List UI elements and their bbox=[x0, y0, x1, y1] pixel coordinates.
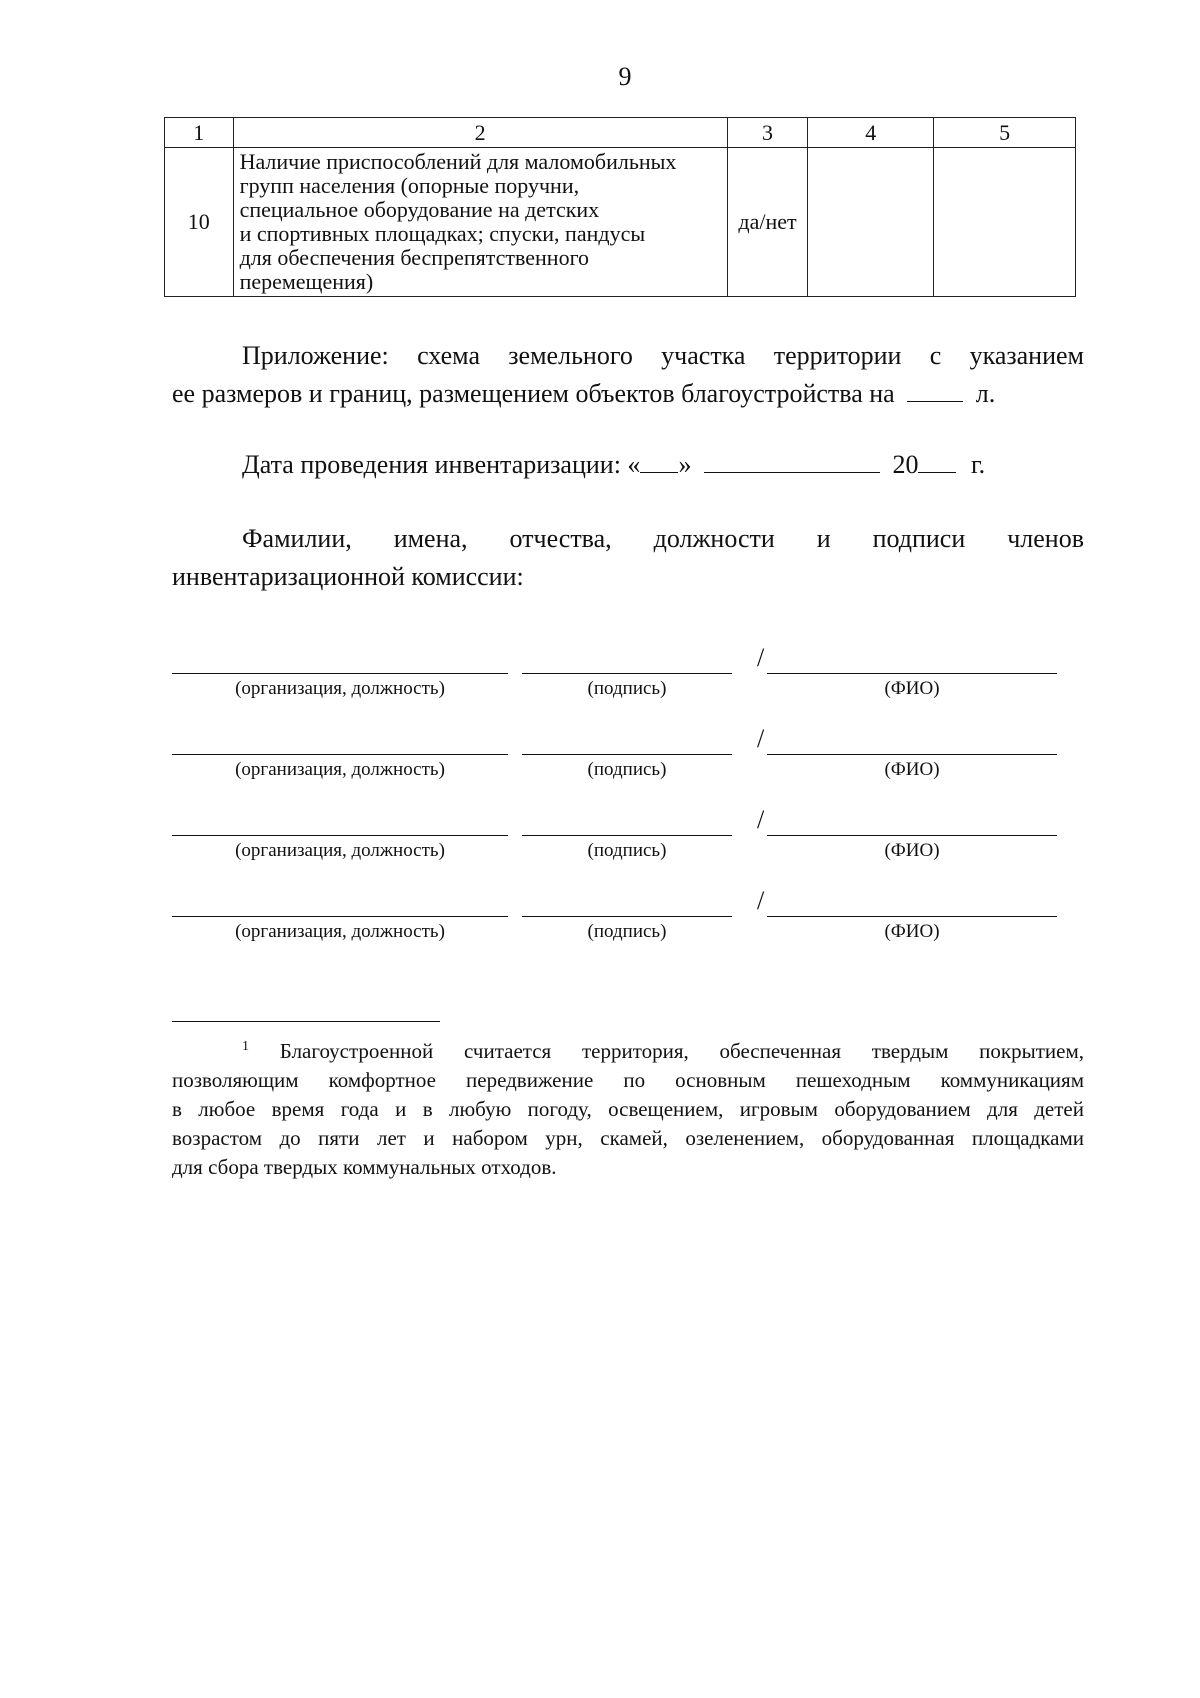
header-cell-4: 4 bbox=[808, 118, 934, 148]
sheets-suffix: л. bbox=[975, 379, 996, 408]
appendix-line-2-text: ее размеров и границ, размещением объектов благоустройства на bbox=[172, 379, 895, 408]
signature-caption: (подпись) bbox=[587, 840, 667, 861]
row-description bbox=[233, 148, 727, 297]
full-name-line[interactable] bbox=[767, 890, 1057, 917]
footnote-divider bbox=[172, 1021, 440, 1022]
signature-caption: (подпись) bbox=[587, 921, 667, 942]
row-col4-empty[interactable] bbox=[808, 148, 934, 297]
slash-separator: / bbox=[757, 643, 765, 672]
full-name-line[interactable] bbox=[767, 809, 1057, 836]
signature-row bbox=[172, 886, 1062, 950]
full-name-caption: (ФИО) bbox=[884, 840, 940, 861]
description-line: для обеспечения беспрепятственного bbox=[239, 245, 590, 270]
organization-position-line[interactable] bbox=[172, 890, 508, 917]
row-col5-empty[interactable] bbox=[934, 148, 1076, 297]
table-header-row bbox=[165, 118, 1076, 148]
commission-line-1: Фамилии, имена, отчества, должности и подписи членов bbox=[242, 524, 1084, 553]
slash-separator: / bbox=[757, 805, 765, 834]
footnote-line bbox=[172, 1037, 1084, 1066]
date-quote-close: » bbox=[678, 450, 692, 479]
footnote-line: возрастом до пяти лет и набором урн, скамей, озеленением, оборудованная площадками bbox=[172, 1126, 1084, 1150]
row-unit: да/нет bbox=[727, 148, 808, 297]
signature-row bbox=[172, 643, 1062, 707]
date-year-suffix: г. bbox=[970, 450, 986, 479]
signature-line[interactable] bbox=[522, 647, 732, 674]
signature-caption: (подпись) bbox=[587, 759, 667, 780]
signature-row bbox=[172, 805, 1062, 869]
date-line bbox=[172, 446, 1084, 484]
date-day-blank[interactable] bbox=[640, 450, 678, 473]
slash-separator: / bbox=[757, 724, 765, 753]
description-line: Наличие приспособлений для маломобильных bbox=[239, 149, 677, 174]
description-line: перемещения) bbox=[239, 269, 374, 294]
description-line: групп населения (опорные поручни, bbox=[239, 173, 580, 198]
footnote bbox=[172, 1037, 1084, 1182]
table-row bbox=[165, 148, 1076, 297]
signature-caption: (подпись) bbox=[587, 678, 667, 699]
organization-caption: (организация, должность) bbox=[235, 840, 445, 861]
signature-line[interactable] bbox=[522, 809, 732, 836]
sheets-count-blank[interactable] bbox=[907, 379, 963, 402]
page-number: 9 bbox=[618, 62, 632, 91]
header-cell-1: 1 bbox=[165, 118, 234, 148]
footnote-text: Благоустроенной считается территория, обеспеченная твердым покрытием, bbox=[279, 1039, 1085, 1063]
commission-line-2: инвентаризационной комиссии: bbox=[172, 562, 524, 591]
date-label: Дата проведения инвентаризации: « bbox=[242, 450, 641, 479]
signature-line[interactable] bbox=[522, 890, 732, 917]
header-cell-5: 5 bbox=[934, 118, 1076, 148]
signature-row bbox=[172, 724, 1062, 788]
header-cell-2: 2 bbox=[233, 118, 727, 148]
footnote-line: позволяющим комфортное передвижение по основным пешеходным коммуникациям bbox=[172, 1068, 1084, 1092]
full-name-line[interactable] bbox=[767, 647, 1057, 674]
commission-paragraph bbox=[172, 520, 1084, 596]
inventory-table bbox=[164, 117, 1076, 297]
description-line: специальное оборудование на детских bbox=[239, 197, 600, 222]
organization-caption: (организация, должность) bbox=[235, 759, 445, 780]
full-name-caption: (ФИО) bbox=[884, 759, 940, 780]
full-name-line[interactable] bbox=[767, 728, 1057, 755]
appendix-line-1: Приложение: схема земельного участка территории с указанием bbox=[242, 341, 1084, 370]
date-month-blank[interactable] bbox=[704, 450, 880, 473]
date-paragraph bbox=[172, 446, 1084, 484]
organization-caption: (организация, должность) bbox=[235, 921, 445, 942]
organization-caption: (организация, должность) bbox=[235, 678, 445, 699]
appendix-line-2 bbox=[172, 375, 1084, 413]
signature-line[interactable] bbox=[522, 728, 732, 755]
row-number: 10 bbox=[165, 148, 234, 297]
footnote-line: для сбора твердых коммунальных отходов. bbox=[172, 1155, 557, 1179]
footnote-marker: 1 bbox=[242, 1039, 249, 1054]
footnote-line: в любое время года и в любую погоду, освещением, игровым оборудованием для детей bbox=[172, 1097, 1084, 1121]
organization-position-line[interactable] bbox=[172, 809, 508, 836]
organization-position-line[interactable] bbox=[172, 647, 508, 674]
date-year-prefix: 20 bbox=[892, 450, 919, 479]
full-name-caption: (ФИО) bbox=[884, 921, 940, 942]
slash-separator: / bbox=[757, 886, 765, 915]
header-cell-3: 3 bbox=[727, 118, 808, 148]
appendix-paragraph bbox=[172, 337, 1084, 413]
description-line: и спортивных площадках; спуски, пандусы bbox=[239, 221, 646, 246]
organization-position-line[interactable] bbox=[172, 728, 508, 755]
full-name-caption: (ФИО) bbox=[884, 678, 940, 699]
date-year-blank[interactable] bbox=[918, 450, 956, 473]
